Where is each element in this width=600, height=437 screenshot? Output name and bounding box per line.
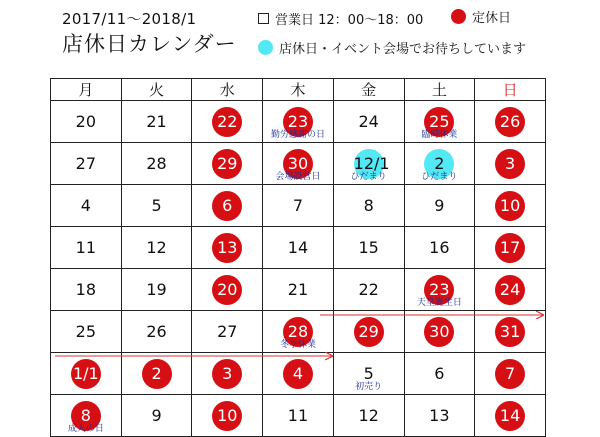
holiday-day-number: 30 [283, 149, 313, 179]
day-number: 21 [146, 112, 167, 131]
day-number: 18 [75, 280, 97, 299]
holiday-day-number: 29 [212, 149, 242, 179]
calendar-title: 店休日カレンダー [62, 32, 237, 56]
holiday-day-number: 28 [283, 317, 313, 347]
holiday-day-number: 6 [212, 191, 242, 221]
day-number: 11 [287, 406, 309, 425]
day-number: 28 [146, 154, 167, 173]
day-number: 7 [292, 196, 304, 215]
holiday-day-number: 20 [212, 275, 242, 305]
holiday-day-number: 30 [424, 317, 454, 347]
day-note: 勤労感謝の日 [270, 130, 325, 140]
weekday-header-2: 水 [192, 79, 263, 101]
day-number: 6 [434, 364, 445, 383]
day-number: 21 [287, 280, 309, 299]
holiday-day-number: 23 [424, 275, 454, 305]
day-number: 27 [217, 322, 238, 341]
holiday-day-number: 3 [212, 359, 242, 389]
day-number: 5 [151, 196, 162, 215]
holiday-day-number: 23 [283, 107, 313, 137]
holiday-day-number: 22 [212, 107, 242, 137]
day-note: 初売り [355, 382, 383, 392]
weekday-header-1: 火 [121, 79, 192, 101]
legend-event-label: 店休日・イベント会場でお待ちしています [279, 42, 527, 57]
holiday-day-number: 17 [495, 233, 525, 263]
day-number: 15 [358, 238, 379, 257]
day-number: 20 [75, 112, 97, 131]
day-number: 8 [363, 196, 374, 215]
day-number: 5 [363, 364, 374, 383]
day-number: 22 [358, 280, 379, 299]
holiday-day-number: 31 [495, 317, 525, 347]
weekday-header-3: 木 [263, 79, 334, 101]
holiday-day-number: 24 [495, 275, 525, 305]
weekday-header-5: 土 [404, 79, 475, 101]
day-number: 11 [75, 238, 97, 257]
holiday-day-number: 13 [212, 233, 242, 263]
holiday-day-number: 3 [495, 149, 525, 179]
day-note: 冬季休業 [279, 340, 316, 350]
legend-holiday-label: 定休日 [472, 11, 512, 26]
day-number: 16 [429, 238, 450, 257]
weekday-header-4: 金 [333, 79, 404, 101]
day-note: 臨時休業 [421, 130, 458, 140]
day-note: 成人の日 [67, 424, 104, 434]
day-note: ひだまり [350, 172, 387, 182]
day-note: 天皇誕生日 [416, 298, 462, 308]
holiday-day-number: 4 [283, 359, 313, 389]
legend-business-label: 営業日 12：00～18：00 [275, 13, 424, 28]
day-number: 9 [434, 196, 445, 215]
day-note: ひだまり [421, 172, 458, 182]
weekday-header-6: 日 [475, 79, 546, 101]
holiday-day-number: 10 [212, 401, 242, 431]
day-number: 25 [75, 322, 97, 341]
weekday-header-0: 月 [51, 79, 122, 101]
day-number: 4 [80, 196, 91, 215]
day-number: 24 [358, 112, 379, 131]
event-day-number: 12/1 [354, 149, 384, 179]
day-number: 13 [429, 406, 450, 425]
day-number: 12 [358, 406, 379, 425]
holiday-day-number: 2 [142, 359, 172, 389]
day-number: 12 [146, 238, 167, 257]
day-number: 26 [146, 322, 167, 341]
calendar-date-range: 2017/11～2018/1 [62, 10, 197, 28]
day-number: 27 [75, 154, 97, 173]
event-day-number: 2 [424, 149, 454, 179]
holiday-day-number: 8 [71, 401, 101, 431]
holiday-day-number: 29 [354, 317, 384, 347]
day-number: 14 [287, 238, 309, 257]
holiday-day-number: 26 [495, 107, 525, 137]
day-note: 会場設営日 [275, 172, 321, 182]
holiday-day-number: 10 [495, 191, 525, 221]
holiday-day-number: 14 [495, 401, 525, 431]
holiday-day-number: 25 [424, 107, 454, 137]
holiday-day-number: 1/1 [71, 359, 101, 389]
day-number: 9 [151, 406, 162, 425]
day-number: 19 [146, 280, 167, 299]
holiday-day-number: 7 [495, 359, 525, 389]
